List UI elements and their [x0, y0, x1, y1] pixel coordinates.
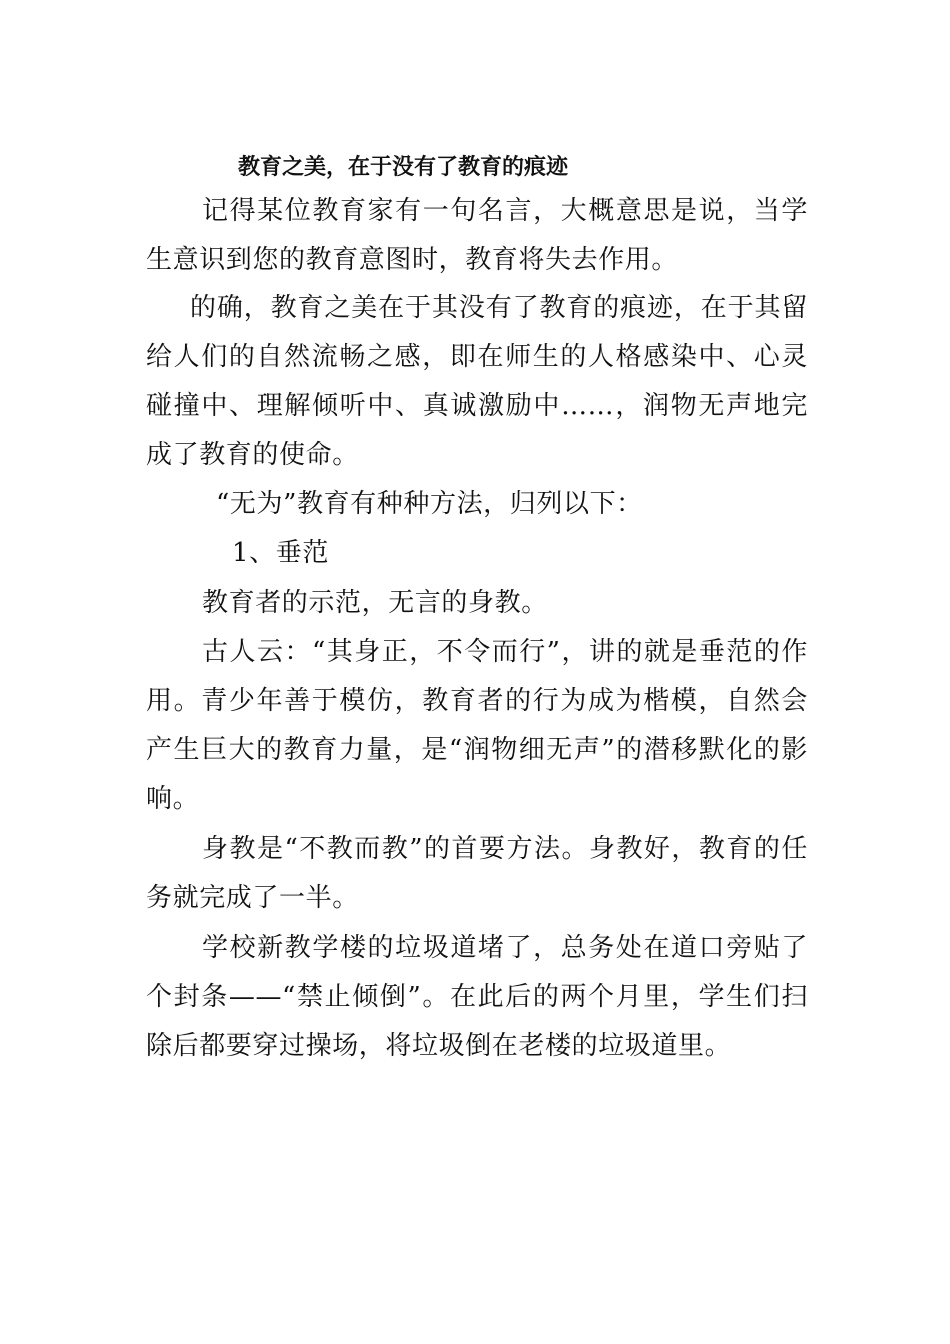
paragraph-2: 的确，教育之美在于其没有了教育的痕迹，在于其留给人们的自然流畅之感，即在师生的人格感染中、心灵碰撞中、理解倾听中、真诚激励中……，润物无声地完成了教育的使命。	[146, 293, 808, 470]
paragraph-3: “无为”教育有种种方法，归列以下：	[216, 489, 643, 519]
paragraph-1: 记得某位教育家有一句名言，大概意思是说，当学生意识到您的教育意图时，教育将失去作用。	[146, 196, 808, 275]
section-heading-1: 1、垂范	[232, 538, 329, 568]
paragraph-7: 学校新教学楼的垃圾道堵了，总务处在道口旁贴了个封条——“禁止倾倒”。在此后的两个月里，学生们扫除后都要穿过操场，将垃圾倒在老楼的垃圾道里。	[146, 933, 808, 1061]
paragraph-4: 教育者的示范，无言的身教。	[202, 588, 548, 618]
paragraph-6: 身教是“不教而教”的首要方法。身教好，教育的任务就完成了一半。	[146, 834, 808, 913]
document-title: 教育之美，在于没有了教育的痕迹	[238, 155, 569, 180]
paragraph-5: 古人云：“其身正，不令而行”，讲的就是垂范的作用。青少年善于模仿，教育者的行为成为楷模，自然会产生巨大的教育力量，是“润物细无声”的潜移默化的影响。	[146, 637, 808, 814]
